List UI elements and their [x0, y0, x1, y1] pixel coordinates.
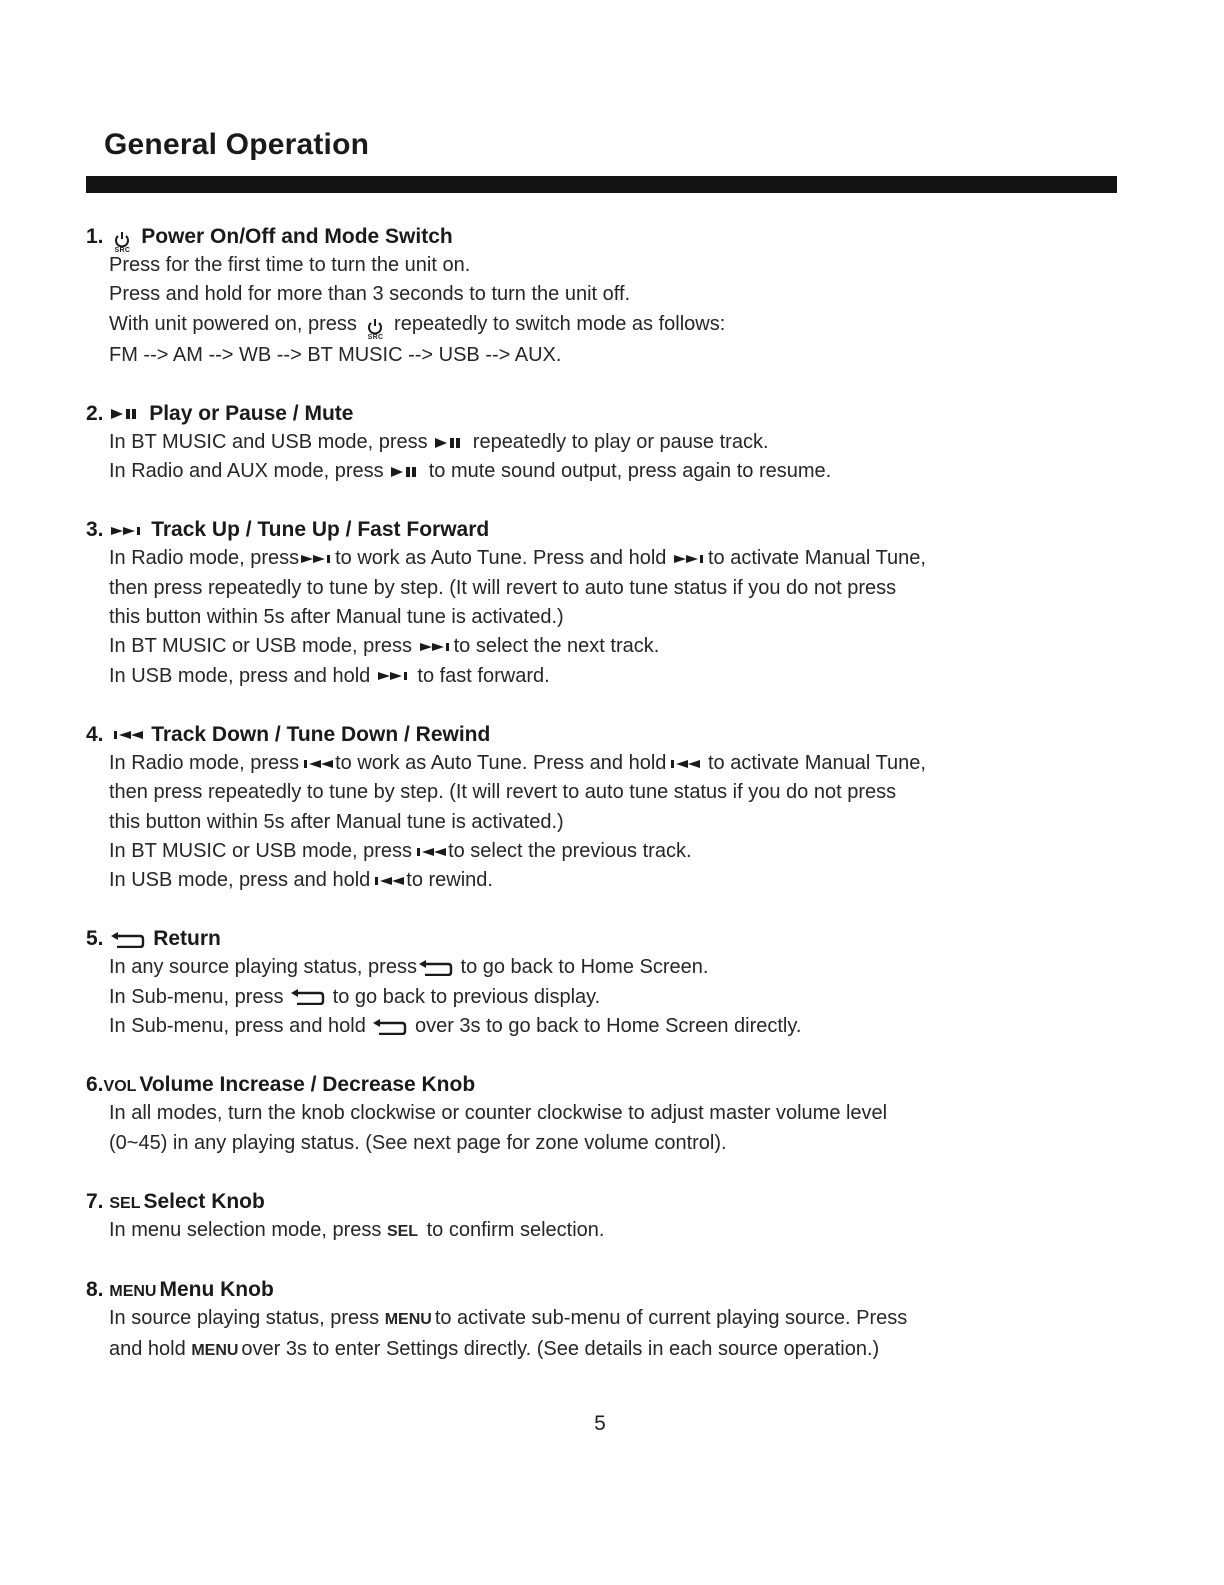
section-heading — [86, 515, 1126, 544]
section-line: (0~45) in any playing status. (See next page for zone volume control). — [109, 1131, 727, 1154]
sel-label-icon: SEL — [386, 1222, 419, 1240]
page-number: 5 — [594, 1412, 606, 1435]
power-src-icon — [366, 319, 384, 341]
section-number: 8. — [86, 1278, 104, 1302]
section-title: Play or Pause / Mute — [149, 401, 354, 425]
section-line: In source playing status, press MENU to activate sub-menu of current playing source. Press — [109, 1307, 908, 1330]
section-line: Press and hold for more than 3 seconds to turn the unit off. — [109, 283, 631, 306]
return-icon — [419, 960, 453, 976]
section-line: In Radio mode, press to work as Auto Tune. Press and hold to activate Manual Tune, — [109, 547, 926, 570]
section-line: In USB mode, press and hold to fast forward. — [109, 664, 550, 687]
return-icon — [291, 989, 325, 1005]
section-volume — [86, 1070, 1126, 1158]
section-heading — [86, 222, 1126, 254]
play-pause-icon — [435, 437, 465, 449]
content — [86, 222, 1126, 1394]
menu-label-icon: MENU — [384, 1311, 432, 1329]
section-line: In BT MUSIC or USB mode, press to select the previous track. — [109, 839, 692, 862]
section-line: In BT MUSIC or USB mode, press to select the next track. — [109, 635, 660, 658]
sel-label-icon: SEL — [109, 1194, 141, 1212]
vol-label-icon: VOL — [103, 1078, 137, 1096]
section-title: Power On/Off and Mode Switch — [141, 225, 453, 248]
section-line: In Radio mode, press to work as Auto Tune. Press and hold to activate Manual Tune, — [109, 751, 926, 774]
section-title: Track Up / Tune Up / Fast Forward — [151, 518, 490, 542]
section-number: 7. — [86, 1189, 104, 1213]
section-line: this button within 5s after Manual tune is activated.) — [109, 606, 564, 629]
section-number: 1. — [86, 225, 104, 248]
section-select — [86, 1187, 1126, 1246]
previous-track-icon — [301, 759, 333, 769]
page-title: General Operation — [104, 128, 370, 161]
section-heading — [86, 1070, 1126, 1099]
section-track-down — [86, 720, 1126, 895]
section-line: In USB mode, press and hold to rewind. — [109, 869, 493, 892]
next-track-icon — [111, 526, 143, 536]
section-line: Press for the first time to turn the unit on. — [109, 254, 471, 276]
section-number: 5. — [86, 927, 104, 951]
section-number: 4. — [86, 722, 104, 746]
return-icon — [111, 932, 145, 948]
section-line: In all modes, turn the knob clockwise or counter clockwise to adjust master volume level — [109, 1102, 888, 1125]
section-heading — [86, 399, 1126, 428]
section-line: and hold MENU over 3s to enter Settings directly. (See details in each source operation.) — [109, 1337, 880, 1360]
section-number: 2. — [86, 401, 104, 425]
return-icon — [373, 1019, 407, 1035]
section-line: In BT MUSIC and USB mode, press repeatedly to play or pause track. — [109, 430, 769, 453]
src-label: SRC — [114, 247, 131, 254]
next-track-icon — [674, 554, 706, 564]
next-track-icon — [420, 642, 452, 652]
section-line: then press repeatedly to tune by step. (It will revert to auto tune status if you do not press — [109, 781, 897, 804]
section-number: 6. — [86, 1073, 104, 1097]
section-play-pause — [86, 399, 1126, 487]
previous-track-icon — [111, 730, 143, 740]
section-line: In menu selection mode, press SEL to confirm selection. — [109, 1218, 605, 1241]
section-line: In Sub-menu, press to go back to previous display. — [109, 985, 601, 1008]
next-track-icon — [301, 554, 333, 564]
section-title: Menu Knob — [159, 1278, 274, 1302]
play-pause-icon — [111, 408, 141, 420]
section-line: then press repeatedly to tune by step. (It will revert to auto tune status if you do not press — [109, 576, 897, 599]
title-rule — [86, 176, 1117, 193]
section-title: Volume Increase / Decrease Knob — [139, 1073, 476, 1097]
previous-track-icon — [414, 847, 446, 857]
section-heading — [86, 924, 1126, 953]
section-line: FM --> AM --> WB --> BT MUSIC --> USB --> AUX. — [109, 343, 562, 366]
section-title: Return — [153, 927, 221, 951]
previous-track-icon — [668, 759, 700, 769]
menu-label-icon: MENU — [109, 1283, 157, 1301]
section-heading — [86, 720, 1126, 749]
src-label: SRC — [367, 333, 384, 341]
section-number: 3. — [86, 518, 104, 542]
section-line: In Radio and AUX mode, press to mute sound output, press again to resume. — [109, 460, 832, 483]
section-line: With unit powered on, press SRC repeatedly to switch mode as follows: — [109, 312, 726, 341]
section-menu — [86, 1275, 1126, 1365]
section-return — [86, 924, 1126, 1041]
play-pause-icon — [391, 466, 421, 478]
section-title: Track Down / Tune Down / Rewind — [151, 722, 491, 746]
section-line: In any source playing status, press to go back to Home Screen. — [109, 956, 709, 979]
section-title: Select Knob — [143, 1189, 265, 1213]
section-heading — [86, 1187, 1126, 1216]
section-power — [86, 222, 1126, 370]
section-line: In Sub-menu, press and hold over 3s to go back to Home Screen directly. — [109, 1015, 802, 1038]
section-track-up — [86, 515, 1126, 690]
menu-label-icon: MENU — [191, 1341, 239, 1359]
section-heading — [86, 1275, 1126, 1304]
previous-track-icon — [372, 876, 404, 886]
section-line: this button within 5s after Manual tune is activated.) — [109, 810, 564, 833]
next-track-icon — [378, 671, 410, 681]
